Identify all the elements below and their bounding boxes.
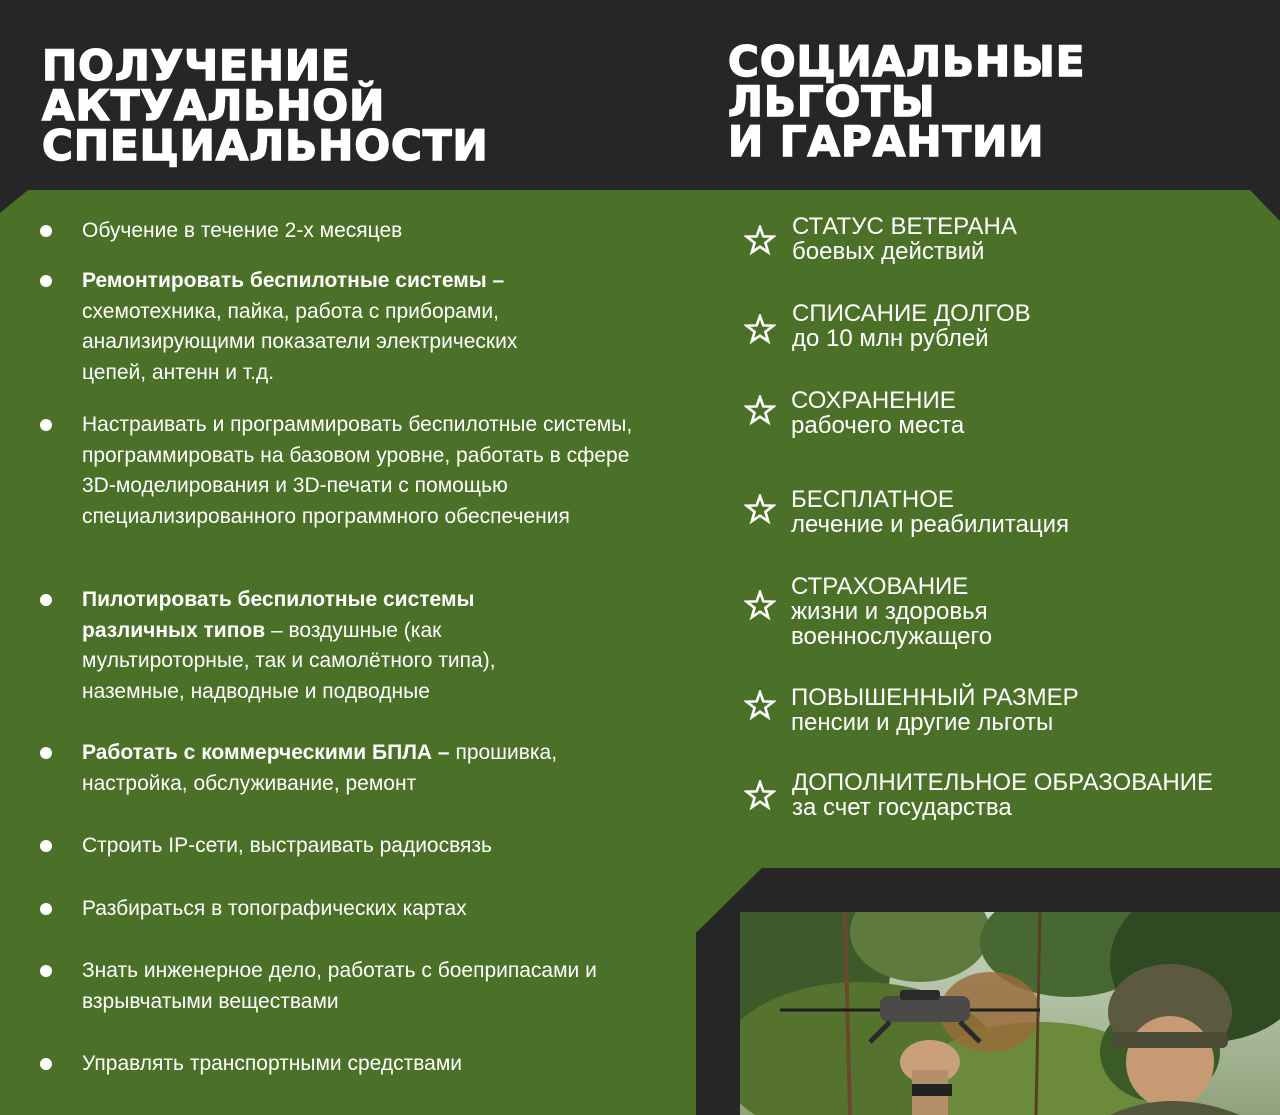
benefit-text xyxy=(791,388,964,438)
skill-item xyxy=(82,831,642,862)
right-heading-line: И ГАРАНТИИ xyxy=(728,117,1045,166)
benefit-line: жизни и здоровья xyxy=(791,598,988,625)
benefit-item xyxy=(744,685,1079,735)
benefit-text xyxy=(791,574,992,649)
star-icon xyxy=(744,225,776,257)
benefit-text xyxy=(791,685,1079,735)
benefit-line: рабочего места xyxy=(791,412,965,439)
benefit-item xyxy=(744,574,992,649)
benefit-item xyxy=(744,770,1213,820)
benefit-line: военнослужащего xyxy=(791,623,993,650)
bullet-icon xyxy=(40,965,52,977)
benefit-title: СТАТУС ВЕТЕРАНА xyxy=(792,213,1017,240)
skill-bold-text: Работать с коммерческими БПЛА – xyxy=(82,741,450,764)
skill-text: Знать инженерное дело, работать с боеприпасами и взрывчатыми веществами xyxy=(82,959,597,1013)
left-heading xyxy=(42,41,489,170)
soldier-with-drone-photo xyxy=(740,912,1280,1115)
skill-item xyxy=(82,216,642,247)
left-heading-line: СПЕЦИАЛЬНОСТИ xyxy=(42,121,489,170)
benefit-text xyxy=(792,214,1017,264)
benefit-line: за счет государства xyxy=(792,794,1012,821)
bullet-icon xyxy=(40,419,52,431)
right-heading-line: ЛЬГОТЫ xyxy=(728,77,936,126)
star-icon xyxy=(744,314,776,346)
benefit-title: СПИСАНИЕ ДОЛГОВ xyxy=(792,300,1031,327)
right-heading-line: СОЦИАЛЬНЫЕ xyxy=(728,37,1086,86)
skill-text: – воздушные (как мультироторные, так и самолётного типа), наземные, надводные и подводные xyxy=(82,618,496,703)
skill-text: Обучение в течение 2-х месяцев xyxy=(82,219,403,242)
star-icon xyxy=(744,395,776,427)
benefit-title: ДОПОЛНИТЕЛЬНОЕ ОБРАЗОВАНИЕ xyxy=(792,769,1214,796)
star-icon xyxy=(744,780,776,812)
star-icon xyxy=(744,590,776,622)
star-icon xyxy=(744,494,776,526)
skill-text: Разбираться в топографических картах xyxy=(82,897,467,920)
benefit-title: ПОВЫШЕННЫЙ РАЗМЕР xyxy=(791,684,1079,711)
benefit-title: СОХРАНЕНИЕ xyxy=(791,387,956,414)
right-heading xyxy=(728,37,1086,166)
left-heading-line: ПОЛУЧЕНИЕ xyxy=(42,41,351,90)
skill-bold-text: Ремонтировать беспилотные системы – xyxy=(82,269,505,292)
benefit-item xyxy=(744,487,1069,537)
skill-item xyxy=(82,956,602,1017)
skill-text: Настраивать и программировать беспилотные системы, программировать на базовом уровне, работать в сфере 3D-моделирования и 3D-печати с помощью специализированного программного обеспечения xyxy=(82,413,633,528)
skill-text: Строить IP-сети, выстраивать радиосвязь xyxy=(82,834,492,857)
skill-item xyxy=(82,738,642,799)
bullet-icon xyxy=(40,594,52,606)
skill-item xyxy=(82,1049,642,1080)
benefit-line: до 10 млн рублей xyxy=(792,325,989,352)
benefit-item xyxy=(744,301,1031,351)
benefit-item xyxy=(744,214,1017,264)
bullet-icon xyxy=(40,275,52,287)
star-icon xyxy=(744,690,776,722)
benefit-line: лечение и реабилитация xyxy=(791,511,1069,538)
skill-text: схемотехника, пайка, работа с приборами, анализирующими показатели электрических цепей, антенн и т.д. xyxy=(82,299,518,384)
skill-text: Управлять транспортными средствами xyxy=(82,1052,463,1075)
benefit-title: БЕСПЛАТНОЕ xyxy=(791,486,954,513)
benefit-item xyxy=(744,388,964,438)
bullet-icon xyxy=(40,903,52,915)
benefit-line: пенсии и другие льготы xyxy=(791,709,1054,736)
benefit-line: боевых действий xyxy=(792,238,985,265)
left-heading-line: АКТУАЛЬНОЙ xyxy=(42,81,386,130)
skill-item xyxy=(82,585,582,707)
bullet-icon xyxy=(40,1058,52,1070)
benefit-text xyxy=(791,487,1069,537)
skill-text: прошивка, настройка, обслуживание, ремонт xyxy=(82,741,558,795)
skill-item xyxy=(82,410,642,532)
benefit-title: СТРАХОВАНИЕ xyxy=(791,573,969,600)
benefit-text xyxy=(792,770,1213,820)
bullet-icon xyxy=(40,747,52,759)
skill-bold-text: Пилотировать беспилотные системы различных типов xyxy=(82,588,475,642)
benefit-text xyxy=(792,301,1031,351)
skill-item xyxy=(82,894,642,925)
skill-item xyxy=(82,266,582,388)
bullet-icon xyxy=(40,225,52,237)
bullet-icon xyxy=(40,840,52,852)
